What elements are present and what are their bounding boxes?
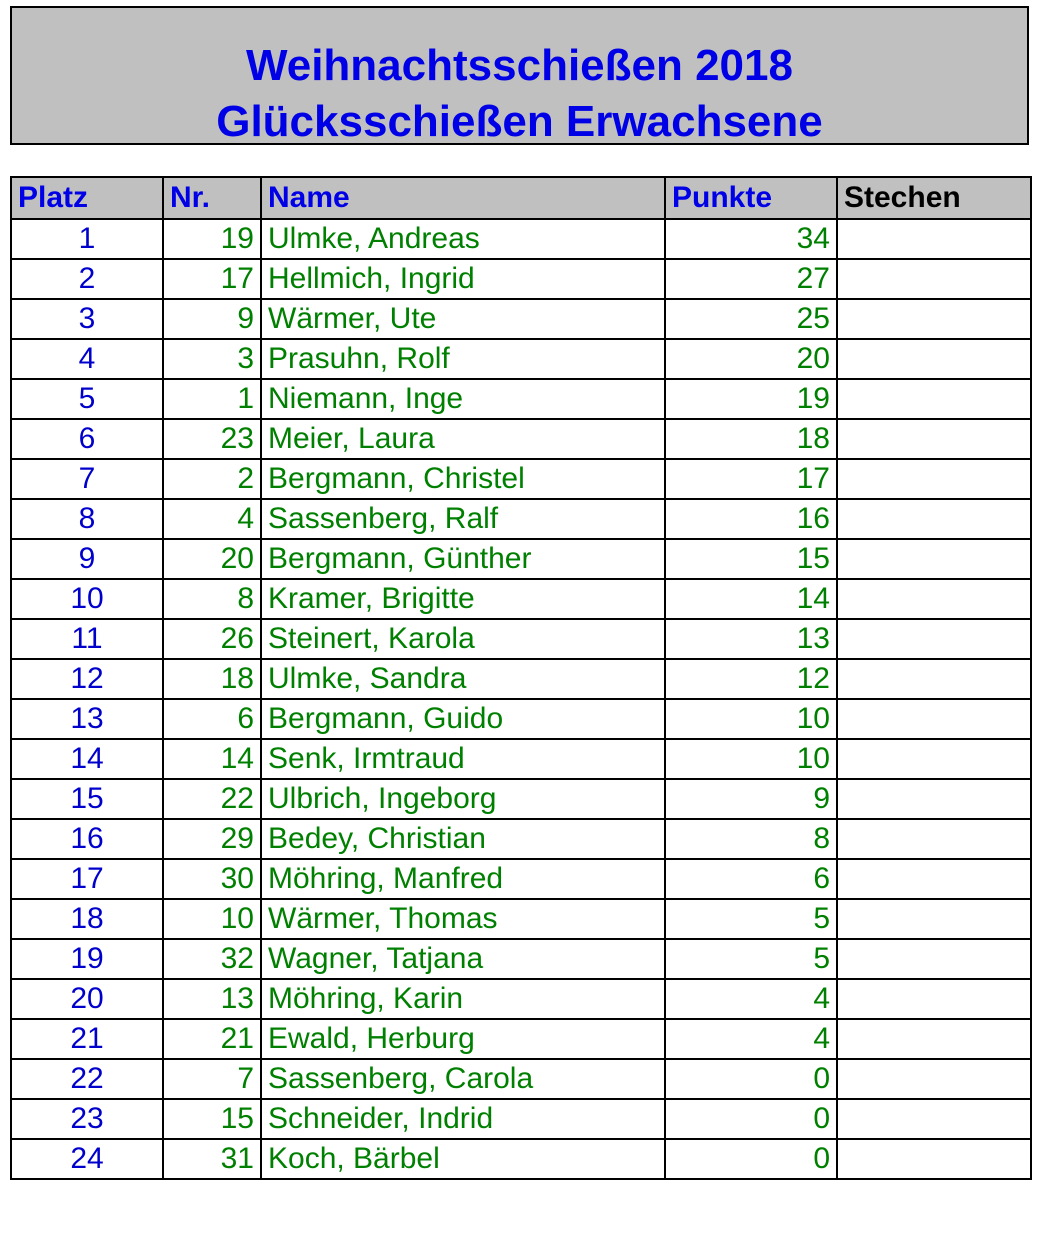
cell-name: Kramer, Brigitte [261, 579, 665, 619]
cell-name: Ewald, Herburg [261, 1019, 665, 1059]
cell-stechen [837, 459, 1031, 499]
cell-name: Koch, Bärbel [261, 1139, 665, 1179]
table-row [11, 1139, 1031, 1179]
cell-stechen [837, 1099, 1031, 1139]
cell-punkte: 17 [665, 459, 837, 499]
cell-platz: 11 [11, 619, 163, 659]
table-row [11, 539, 1031, 579]
table-row [11, 739, 1031, 779]
cell-platz: 24 [11, 1139, 163, 1179]
table-row [11, 219, 1031, 259]
table-row [11, 819, 1031, 859]
cell-stechen [837, 339, 1031, 379]
cell-stechen [837, 899, 1031, 939]
cell-nr: 14 [163, 739, 261, 779]
header-row [11, 177, 1031, 219]
table-row [11, 499, 1031, 539]
table-row [11, 859, 1031, 899]
cell-nr: 13 [163, 979, 261, 1019]
cell-name: Wärmer, Ute [261, 299, 665, 339]
table-row [11, 1059, 1031, 1099]
cell-name: Bergmann, Christel [261, 459, 665, 499]
cell-stechen [837, 739, 1031, 779]
cell-nr: 32 [163, 939, 261, 979]
cell-punkte: 34 [665, 219, 837, 259]
cell-punkte: 18 [665, 419, 837, 459]
header-stechen: Stechen [837, 177, 1031, 219]
cell-stechen [837, 939, 1031, 979]
cell-platz: 4 [11, 339, 163, 379]
table-row [11, 339, 1031, 379]
cell-name: Schneider, Indrid [261, 1099, 665, 1139]
cell-nr: 9 [163, 299, 261, 339]
cell-nr: 8 [163, 579, 261, 619]
table-row [11, 1099, 1031, 1139]
cell-stechen [837, 1019, 1031, 1059]
cell-platz: 20 [11, 979, 163, 1019]
table-row [11, 899, 1031, 939]
results-body [11, 219, 1031, 1179]
cell-name: Meier, Laura [261, 419, 665, 459]
cell-stechen [837, 219, 1031, 259]
cell-nr: 6 [163, 699, 261, 739]
cell-name: Sassenberg, Carola [261, 1059, 665, 1099]
cell-platz: 13 [11, 699, 163, 739]
cell-nr: 20 [163, 539, 261, 579]
cell-punkte: 10 [665, 739, 837, 779]
cell-punkte: 9 [665, 779, 837, 819]
header-punkte: Punkte [665, 177, 837, 219]
cell-name: Ulmke, Andreas [261, 219, 665, 259]
table-row [11, 979, 1031, 1019]
cell-platz: 9 [11, 539, 163, 579]
cell-punkte: 14 [665, 579, 837, 619]
table-row [11, 939, 1031, 979]
cell-platz: 2 [11, 259, 163, 299]
title-line-2: Glücksschießen Erwachsene [216, 97, 823, 146]
cell-platz: 23 [11, 1099, 163, 1139]
cell-platz: 17 [11, 859, 163, 899]
table-row [11, 299, 1031, 339]
cell-platz: 21 [11, 1019, 163, 1059]
cell-stechen [837, 819, 1031, 859]
cell-nr: 10 [163, 899, 261, 939]
cell-stechen [837, 699, 1031, 739]
cell-stechen [837, 539, 1031, 579]
cell-stechen [837, 379, 1031, 419]
cell-name: Hellmich, Ingrid [261, 259, 665, 299]
cell-punkte: 0 [665, 1099, 837, 1139]
cell-stechen [837, 979, 1031, 1019]
table-row [11, 379, 1031, 419]
table-row [11, 579, 1031, 619]
cell-platz: 7 [11, 459, 163, 499]
cell-stechen [837, 299, 1031, 339]
cell-name: Prasuhn, Rolf [261, 339, 665, 379]
cell-punkte: 5 [665, 939, 837, 979]
cell-platz: 12 [11, 659, 163, 699]
cell-stechen [837, 259, 1031, 299]
cell-stechen [837, 859, 1031, 899]
cell-punkte: 6 [665, 859, 837, 899]
cell-nr: 15 [163, 1099, 261, 1139]
cell-nr: 26 [163, 619, 261, 659]
cell-platz: 3 [11, 299, 163, 339]
cell-nr: 7 [163, 1059, 261, 1099]
cell-nr: 3 [163, 339, 261, 379]
header-nr: Nr. [163, 177, 261, 219]
cell-punkte: 0 [665, 1139, 837, 1179]
table-row [11, 699, 1031, 739]
cell-platz: 1 [11, 219, 163, 259]
header-platz: Platz [11, 177, 163, 219]
table-row [11, 1019, 1031, 1059]
cell-platz: 16 [11, 819, 163, 859]
cell-punkte: 13 [665, 619, 837, 659]
cell-punkte: 12 [665, 659, 837, 699]
cell-stechen [837, 779, 1031, 819]
cell-platz: 10 [11, 579, 163, 619]
cell-platz: 5 [11, 379, 163, 419]
cell-name: Wagner, Tatjana [261, 939, 665, 979]
header-name: Name [261, 177, 665, 219]
table-row [11, 659, 1031, 699]
cell-nr: 4 [163, 499, 261, 539]
cell-platz: 14 [11, 739, 163, 779]
table-row [11, 259, 1031, 299]
cell-stechen [837, 579, 1031, 619]
cell-stechen [837, 1139, 1031, 1179]
cell-platz: 19 [11, 939, 163, 979]
cell-name: Senk, Irmtraud [261, 739, 665, 779]
cell-punkte: 20 [665, 339, 837, 379]
table-row [11, 779, 1031, 819]
cell-nr: 21 [163, 1019, 261, 1059]
cell-punkte: 10 [665, 699, 837, 739]
cell-name: Sassenberg, Ralf [261, 499, 665, 539]
cell-stechen [837, 1059, 1031, 1099]
cell-nr: 18 [163, 659, 261, 699]
cell-nr: 1 [163, 379, 261, 419]
cell-name: Bedey, Christian [261, 819, 665, 859]
cell-punkte: 25 [665, 299, 837, 339]
table-row [11, 619, 1031, 659]
cell-stechen [837, 419, 1031, 459]
cell-punkte: 4 [665, 979, 837, 1019]
cell-name: Ulbrich, Ingeborg [261, 779, 665, 819]
cell-nr: 2 [163, 459, 261, 499]
cell-punkte: 5 [665, 899, 837, 939]
cell-nr: 23 [163, 419, 261, 459]
table-row [11, 459, 1031, 499]
cell-nr: 29 [163, 819, 261, 859]
cell-nr: 17 [163, 259, 261, 299]
cell-stechen [837, 499, 1031, 539]
cell-nr: 22 [163, 779, 261, 819]
title-box [10, 6, 1029, 145]
cell-platz: 15 [11, 779, 163, 819]
cell-nr: 31 [163, 1139, 261, 1179]
cell-nr: 30 [163, 859, 261, 899]
cell-punkte: 4 [665, 1019, 837, 1059]
cell-platz: 18 [11, 899, 163, 939]
cell-punkte: 27 [665, 259, 837, 299]
cell-platz: 22 [11, 1059, 163, 1099]
cell-stechen [837, 619, 1031, 659]
cell-punkte: 15 [665, 539, 837, 579]
cell-name: Möhring, Manfred [261, 859, 665, 899]
cell-name: Möhring, Karin [261, 979, 665, 1019]
cell-stechen [837, 659, 1031, 699]
cell-punkte: 0 [665, 1059, 837, 1099]
cell-name: Steinert, Karola [261, 619, 665, 659]
results-table [10, 176, 1032, 1180]
title-line-1: Weihnachtsschießen 2018 [246, 41, 793, 90]
cell-nr: 19 [163, 219, 261, 259]
cell-platz: 8 [11, 499, 163, 539]
cell-name: Bergmann, Guido [261, 699, 665, 739]
cell-punkte: 16 [665, 499, 837, 539]
cell-name: Wärmer, Thomas [261, 899, 665, 939]
cell-punkte: 8 [665, 819, 837, 859]
cell-name: Bergmann, Günther [261, 539, 665, 579]
table-row [11, 419, 1031, 459]
cell-name: Niemann, Inge [261, 379, 665, 419]
cell-platz: 6 [11, 419, 163, 459]
cell-punkte: 19 [665, 379, 837, 419]
cell-name: Ulmke, Sandra [261, 659, 665, 699]
